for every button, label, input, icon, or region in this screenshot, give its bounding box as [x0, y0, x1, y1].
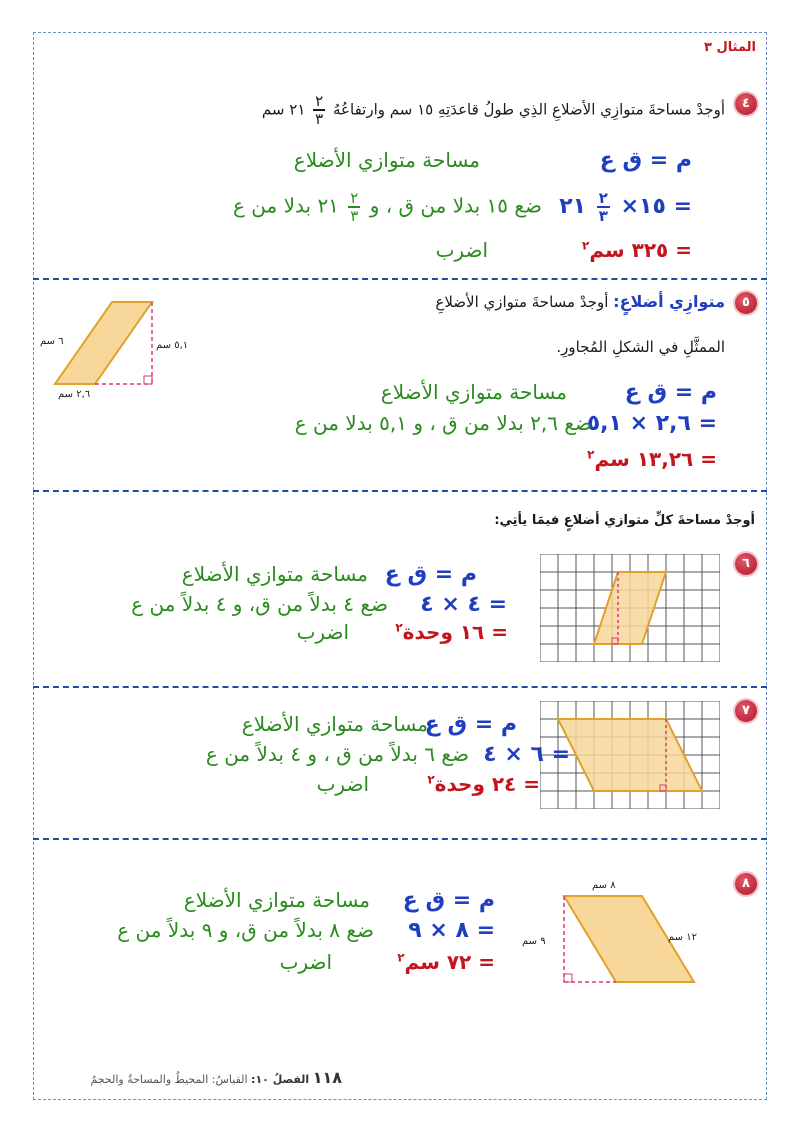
step1-note-b: ٢١ بدلا من ع — [233, 193, 339, 218]
question-whole: ٢١ — [289, 100, 306, 119]
step1-note: ضع ٤ بدلاً من ق، و ٤ بدلاً من ع — [131, 592, 388, 616]
height-label: ٥,١ سم — [156, 340, 189, 351]
question-number-badge: ٨ — [735, 873, 757, 895]
step1-note: ضع ٦ بدلاً من ق ، و ٤ بدلاً من ع — [205, 742, 469, 766]
section-divider — [33, 278, 767, 280]
step1-expression: = ٨ × ٩ — [408, 918, 495, 943]
result-sup: ٢ — [427, 772, 435, 787]
step1-expression: = ٦ × ٤ — [483, 742, 570, 767]
result-note: اضرب — [316, 772, 369, 796]
step-title: مساحة متوازي الأضلاع — [183, 888, 370, 912]
parallelogram-shape — [55, 302, 152, 384]
question-unit: سم — [261, 100, 285, 119]
question-line1: أوجدْ مساحةَ متوازي الأضلاعِ — [435, 293, 609, 311]
example-label: المثال ٣ — [704, 40, 756, 55]
result-note: اضرب — [435, 238, 488, 262]
section-divider — [33, 838, 767, 840]
formula: م = ق ع — [624, 380, 717, 405]
height-label: ٩ سم — [522, 936, 546, 947]
right-angle-mark — [144, 376, 152, 384]
frac-denominator: ٣ — [315, 110, 324, 128]
step1-expression: = ٤ × ٤ — [420, 592, 507, 617]
question-text — [435, 292, 725, 311]
slant-side-label: ١٢ سم — [668, 932, 697, 943]
result-sup: ٢ — [395, 620, 403, 635]
question-number-badge: ٤ — [735, 93, 757, 115]
right-angle-mark — [564, 974, 572, 982]
step1-note: ضع ٨ بدلاً من ق، و ٩ بدلاً من ع — [117, 918, 374, 942]
frac-denominator: ٣ — [350, 207, 359, 225]
result-sup: ٢ — [581, 238, 590, 253]
result — [395, 620, 508, 644]
result — [582, 238, 692, 262]
footer — [90, 1068, 342, 1087]
step1-note — [233, 190, 542, 224]
top-side-label: ٨ سم — [592, 880, 616, 891]
step1-expression-a: = ١٥× — [620, 194, 692, 219]
formula: م = ق ع — [599, 148, 692, 173]
question-number-badge: ٦ — [735, 553, 757, 575]
question-text-part1: أوجدْ مساحةَ متوازِي الأضلاعِ الذِي طولُ قاعدَتِهِ ١٥ سم وارتفاعُهُ — [333, 100, 725, 119]
question-text — [262, 93, 725, 127]
frac-numerator: ٢ — [350, 189, 359, 207]
result-text: = ١٣,٢٦ سم — [594, 447, 717, 471]
result-sup: ٢ — [397, 950, 405, 965]
result-text: = ٧٢ سم — [404, 950, 495, 974]
step-title: مساحة متوازي الأضلاع — [293, 148, 480, 172]
chapter-label: الفصلُ ١٠: — [251, 1073, 310, 1086]
result-text: = ٢٤ وحدة — [434, 772, 540, 796]
frac-numerator: ٢ — [315, 92, 324, 110]
step1-expression-b: ٢١ — [559, 194, 587, 219]
result-note: اضرب — [296, 620, 349, 644]
question-text-line2: الممثَّلِ في الشكلِ المُجاورِ. — [556, 338, 725, 356]
step1-expression — [559, 190, 692, 224]
step1-expression: = ٢,٦ × ٥,١ — [586, 411, 717, 436]
result-text: = ١٦ وحدة — [402, 620, 508, 644]
section-divider — [33, 686, 767, 688]
frac-numerator: ٢ — [598, 189, 608, 207]
step1-note-a: ضع ١٥ بدلا من ق ، و — [369, 193, 542, 218]
page-number: ١١٨ — [312, 1068, 342, 1087]
result — [427, 772, 540, 796]
result-note: اضرب — [279, 950, 332, 974]
formula: م = ق ع — [402, 888, 495, 913]
question-number-badge: ٧ — [735, 700, 757, 722]
step-title: مساحة متوازي الأضلاع — [241, 712, 428, 736]
frac-denominator: ٣ — [598, 207, 608, 225]
result-text: = ٣٢٥ سم — [589, 238, 692, 262]
chapter-title: القياسُ: المحيطُ والمساحةُ والحجمُ — [90, 1073, 248, 1086]
question-number-badge: ٥ — [735, 292, 757, 314]
result — [587, 447, 717, 471]
formula: م = ق ع — [424, 712, 517, 737]
step-title: مساحة متوازي الأضلاع — [181, 562, 368, 586]
step1-note: ضع ٢,٦ بدلا من ق ، و ٥,١ بدلا من ع — [294, 411, 592, 435]
result — [397, 950, 495, 974]
step-title: مساحة متوازي الأضلاع — [380, 380, 567, 404]
side-label: ٦ سم — [40, 336, 64, 347]
result-sup: ٢ — [587, 447, 595, 462]
grid-figure — [540, 554, 720, 662]
section-divider — [33, 490, 767, 492]
question-title: متوازِي أضلاعٍ: — [613, 292, 725, 311]
instructions: أوجدْ مساحةَ كلِّ متوازي أضلاعٍ فيمَا يأتِي: — [494, 513, 755, 528]
base-label: ٢,٦ سم — [58, 389, 91, 400]
parallelogram-shape — [558, 719, 702, 791]
formula: م = ق ع — [384, 562, 477, 587]
